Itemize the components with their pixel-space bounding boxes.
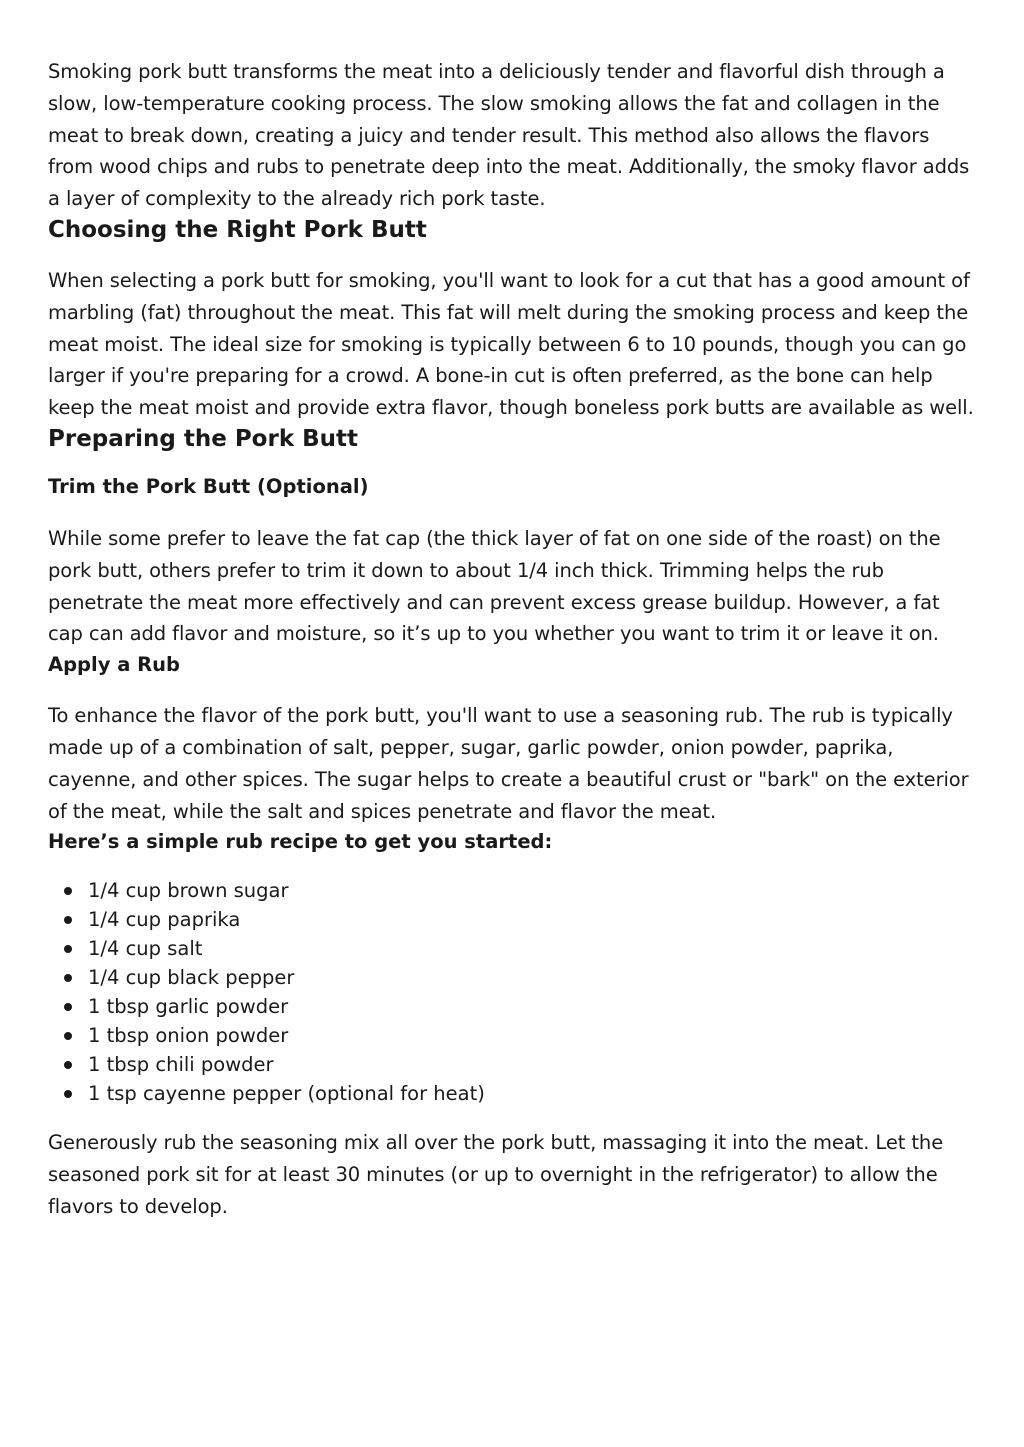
list-item [48,1079,974,1108]
bullet-icon [64,1003,72,1011]
choosing-paragraph: When selecting a pork butt for smoking, you'll want to look for a cut that has a good amount of marbling (fat) throughout the meat. This fat will melt during the smoking process and keep the meat moist. The ideal size for smoking is typically between 6 to 10 pounds, though you can go larger if you're preparing for a crowd. A bone-in cut is often preferred, as the bone can help keep the meat moist and provide extra flavor, though boneless pork butts are available as well. [48,268,974,420]
ingredient-list [48,876,974,1108]
ingredient-text: 1/4 cup brown sugar [88,879,289,903]
bullet-icon [64,916,72,924]
bullet-icon [64,1032,72,1040]
choosing-heading: Choosing the Right Pork Butt [48,216,427,243]
trim-paragraph: While some prefer to leave the fat cap (the thick layer of fat on one side of the roast) on the pork butt, others prefer to trim it down to about 1/4 inch thick. Trimming helps the rub penetrate the meat more effectively and can prevent excess grease buildup. However, a fat cap can add flavor and moisture, so it’s up to you whether you want to trim it or leave it on. [48,526,941,646]
list-item [48,992,974,1021]
rub-subheading: Apply a Rub [48,653,180,677]
ingredient-text: 1/4 cup paprika [88,908,241,932]
bullet-icon [64,1061,72,1069]
trim-subheading: Trim the Pork Butt (Optional) [48,474,369,498]
bullet-icon [64,887,72,895]
preparing-heading: Preparing the Pork Butt [48,425,359,452]
closing-paragraph: Generously rub the seasoning mix all over the pork butt, massaging it into the meat. Let the seasoned pork sit for at least 30 minutes (or up to overnight in the refrigerator) to allow the flavors to develop. [48,1131,944,1218]
list-item [48,876,974,905]
ingredient-text: 1/4 cup salt [88,937,203,961]
ingredient-text: 1 tbsp chili powder [88,1053,274,1077]
ingredient-text: 1 tbsp onion powder [88,1024,289,1048]
recipe-heading: Here’s a simple rub recipe to get you started: [48,830,553,854]
list-item [48,963,974,992]
intro-paragraph: Smoking pork butt transforms the meat into a deliciously tender and flavorful dish through a slow, low-temperature cooking process. The slow smoking allows the fat and collagen in the meat to break down, creating a juicy and tender result. This method also allows the flavors from wood chips and rubs to penetrate deep into the meat. Additionally, the smoky flavor adds a layer of complexity to the already rich pork taste. [48,60,970,211]
list-item [48,1050,974,1079]
bullet-icon [64,974,72,982]
list-item [48,1021,974,1050]
bullet-icon [64,945,72,953]
ingredient-text: 1 tbsp garlic powder [88,995,289,1019]
ingredient-text: 1 tsp cayenne pepper (optional for heat) [88,1082,485,1106]
list-item [48,934,974,963]
list-item [48,905,974,934]
rub-paragraph: To enhance the flavor of the pork butt, you'll want to use a seasoning rub. The rub is typically made up of a combination of salt, pepper, sugar, garlic powder, onion powder, paprika, cayenne, and other spices. The sugar helps to create a beautiful crust or "bark" on the exterior of the meat, while the salt and spices penetrate and flavor the meat. [48,704,969,823]
bullet-icon [64,1090,72,1098]
ingredient-text: 1/4 cup black pepper [88,966,295,990]
